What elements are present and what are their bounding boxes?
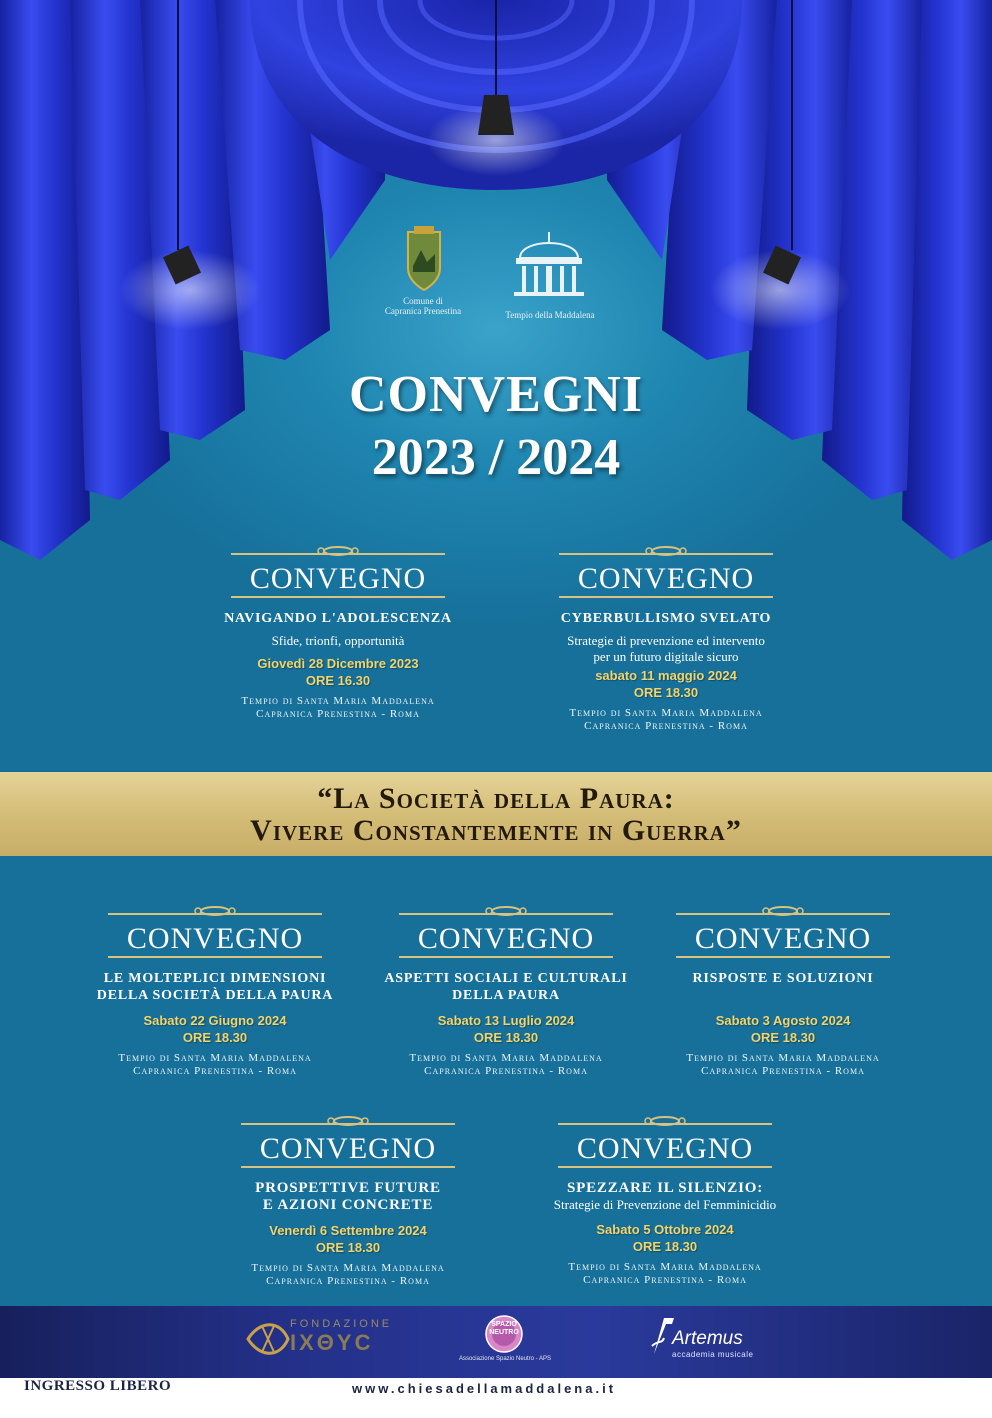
ornament-icon (676, 906, 890, 918)
event-heading: CONVEGNO (576, 1132, 754, 1165)
divider (241, 1166, 455, 1168)
ornament-icon (558, 1116, 772, 1128)
event-subtitle: Strategie di Prevenzione del Femminicidio (553, 1197, 777, 1212)
event-title-line-2: DELLA SOCIETÀ DELLA PAURA (96, 988, 334, 1003)
ornament-icon (108, 906, 322, 918)
event-title-line-1: LE MOLTEPLICI DIMENSIONI (103, 971, 327, 986)
event-date: sabato 11 maggio 2024 (595, 668, 737, 683)
website-link[interactable]: www.chiesadellamaddalena.it (352, 1381, 617, 1396)
event-subtitle-line-2: per un futuro digitale sicuro (593, 649, 739, 664)
event-title-line-2 (613, 987, 953, 1004)
event-title-line-1: PROSPETTIVE FUTURE (255, 1180, 441, 1196)
event-venue-line-1: Tempio di Santa Maria Maddalena (251, 1262, 445, 1274)
main-years: 2023 / 2024 (371, 429, 621, 486)
artemus-name: Artemus (672, 1328, 743, 1349)
comune-caption-line-2: Capranica Prenestina (384, 306, 462, 316)
event-heading: CONVEGNO (694, 922, 872, 955)
event-molteplici-dimensioni (45, 905, 385, 1078)
event-prospettive-future (178, 1115, 518, 1288)
divider (676, 956, 890, 958)
ixthys-fish-icon (244, 1314, 292, 1364)
event-date: Sabato 3 Agosto 2024 (715, 1013, 851, 1028)
event-title-line-1: ASPETTI SOCIALI E CULTURALI (384, 971, 628, 986)
event-venue-line-2: Capranica Prenestina - Roma (701, 1065, 865, 1077)
event-venue-line-1: Tempio di Santa Maria Maddalena (686, 1052, 880, 1064)
ornament-icon (231, 546, 445, 558)
spazio-line-2: NEUTRO (489, 1329, 519, 1336)
event-heading: CONVEGNO (417, 922, 595, 955)
comune-caption (370, 296, 476, 316)
event-venue-line-2: Capranica Prenestina - Roma (583, 1274, 747, 1286)
comune-crest-icon (408, 226, 440, 290)
divider (231, 596, 445, 598)
event-date: Sabato 22 Giugno 2024 (143, 1013, 287, 1028)
event-title: RISPOSTE E SOLUZIONI (692, 971, 874, 986)
event-title: CYBERBULLISMO SVELATO (560, 611, 772, 626)
comune-caption-line-1: Comune di (403, 296, 443, 306)
spazio-line-1: SPAZIO (491, 1321, 517, 1328)
event-venue-line-1: Tempio di Santa Maria Maddalena (568, 1261, 762, 1273)
event-time: ORE 18.30 (182, 1030, 248, 1045)
event-venue-line-2: Capranica Prenestina - Roma (584, 720, 748, 732)
event-navigando-adolescenza (168, 545, 508, 721)
event-cyberbullismo-svelato (496, 545, 836, 733)
divider (108, 956, 322, 958)
event-venue-line-2: Capranica Prenestina - Roma (256, 708, 420, 720)
event-heading: CONVEGNO (259, 1132, 437, 1165)
divider (399, 956, 613, 958)
event-venue-line-1: Tempio di Santa Maria Maddalena (409, 1052, 603, 1064)
event-time: ORE 18.30 (750, 1030, 816, 1045)
event-risposte-soluzioni (613, 905, 953, 1078)
event-spezzare-silenzio (495, 1115, 835, 1287)
event-venue-line-2: Capranica Prenestina - Roma (133, 1065, 297, 1077)
ornament-icon (241, 1116, 455, 1128)
event-heading: CONVEGNO (249, 562, 427, 595)
event-heading: CONVEGNO (577, 562, 755, 595)
sponsor-bar (0, 1306, 992, 1378)
divider (558, 1166, 772, 1168)
theme-banner-line-2: Vivere Constantemente in Guerra” (250, 814, 742, 847)
event-date: Sabato 5 Ottobre 2024 (596, 1222, 734, 1237)
tempio-logo-icon (514, 232, 584, 296)
ornament-icon (559, 546, 773, 558)
event-subtitle-line-1: Strategie di prevenzione ed intervento (567, 633, 765, 648)
ornament-icon (399, 906, 613, 918)
event-time: ORE 18.30 (315, 1240, 381, 1255)
event-title-line-2: E AZIONI CONCRETE (262, 1197, 434, 1213)
event-venue-line-2: Capranica Prenestina - Roma (424, 1065, 588, 1077)
fondazione-label: FONDAZIONE (290, 1318, 393, 1330)
event-venue-line-1: Tempio di Santa Maria Maddalena (241, 695, 435, 707)
artemus-subtitle: accademia musicale (672, 1350, 754, 1359)
spazio-neutro-caption: Associazione Spazio Neutro - APS (458, 1356, 552, 1362)
event-subtitle: Sfide, trionfi, opportunità (271, 633, 405, 648)
fondazione-name: IXΘYC (290, 1330, 374, 1355)
event-venue-line-2: Capranica Prenestina - Roma (266, 1275, 430, 1287)
event-date: Venerdì 6 Settembre 2024 (269, 1223, 427, 1238)
event-venue-line-1: Tempio di Santa Maria Maddalena (569, 707, 763, 719)
event-time: ORE 18.30 (632, 1239, 698, 1254)
event-time: ORE 18.30 (633, 685, 699, 700)
event-heading: CONVEGNO (126, 922, 304, 955)
event-title: NAVIGANDO L'ADOLESCENZA (224, 611, 452, 626)
main-title: CONVEGNI (348, 366, 644, 423)
event-title: SPEZZARE IL SILENZIO: (566, 1180, 764, 1196)
event-date: Sabato 13 Luglio 2024 (437, 1013, 575, 1028)
event-date: Giovedì 28 Dicembre 2023 (257, 656, 419, 671)
event-time: ORE 16.30 (305, 673, 371, 688)
event-title-line-2: DELLA PAURA (452, 988, 560, 1003)
free-entry-label: INGRESSO LIBERO (24, 1378, 172, 1394)
event-time: ORE 18.30 (473, 1030, 539, 1045)
theme-banner-line-1: “La Società della Paura: (317, 782, 675, 815)
event-venue-line-1: Tempio di Santa Maria Maddalena (118, 1052, 312, 1064)
spazio-neutro-text (484, 1321, 524, 1337)
divider (559, 596, 773, 598)
tempio-caption: Tempio della Maddalena (505, 310, 595, 320)
